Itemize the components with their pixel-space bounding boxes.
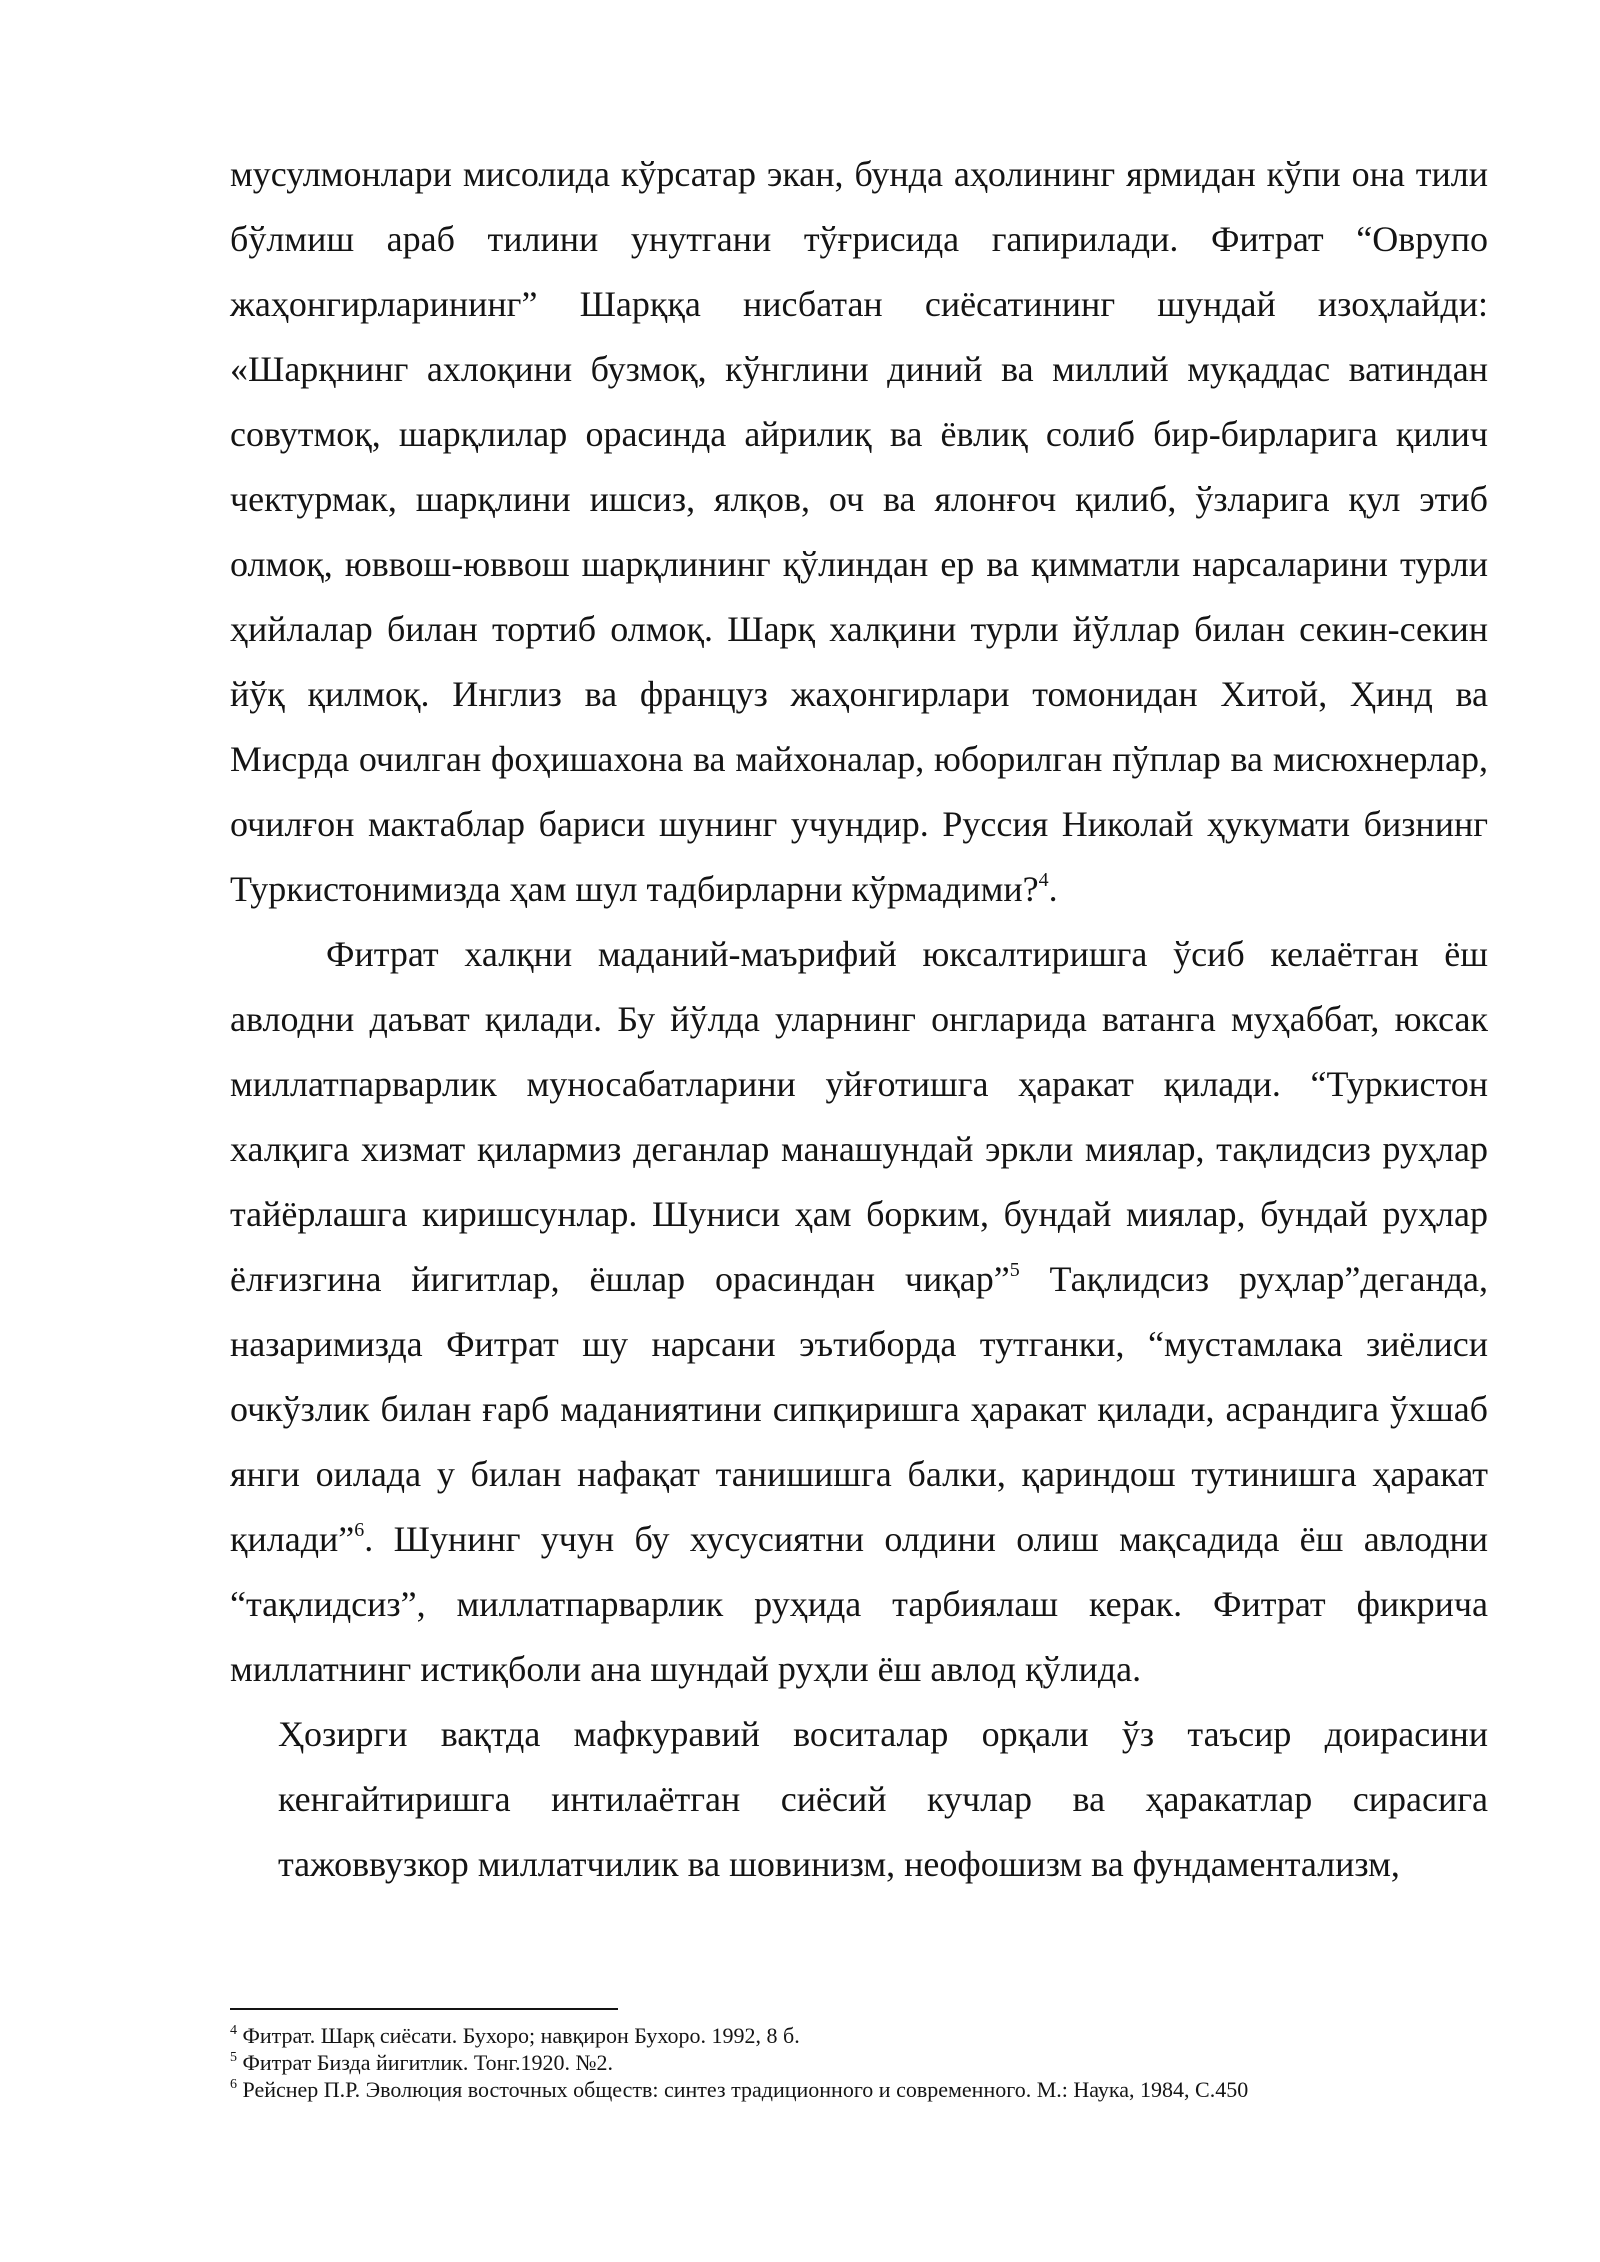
paragraph-2-text-c: . Шунинг учун бу хусусиятни олдини олиш мақсадида ёш авлодни “тақлидсиз”, миллатпарварлик руҳида тарбиялаш керак. Фитрат фикрича миллатнинг истиқболи ана шундай руҳли ёш авлод қўлида. [230,1519,1488,1689]
paragraph-3-text: Ҳозирги вақтда мафкуравий воситалар орқали ўз таъсир доирасини кенгайтиришга интилаётган сиёсий кучлар ва ҳаракатлар сирасига тажоввузкор миллатчилик ва шовинизм, неофошизм ва фундаментализм, [278,1714,1488,1884]
paragraph-1 [230,142,1488,922]
paragraph-2-text-a: Фитрат халқни маданий-маърифий юксалтиришга ўсиб келаётган ёш авлодни даъват қилади. Бу йўлда уларнинг онгларида ватанга муҳаббат, юксак миллатпарварлик муносабатларини уйғотишга ҳаракат қилади. “Туркистон халқига хизмат қилармиз деганлар манашундай эркли миялар, тақлидсиз руҳлар тайёрлашга киришсунлар. Шуниси ҳам борким, бундай миялар, бундай руҳлар ёлғизгина йигитлар, ёшлар орасиндан чиқар” [230,934,1488,1299]
body-text [230,142,1488,1897]
paragraph-1-tail: . [1048,869,1058,909]
footnote-number: 5 [230,2050,237,2065]
footnote-ref-6: 6 [354,1519,365,1541]
footnote-ref-4: 4 [1038,869,1049,891]
footnote-5 [230,2049,1500,2076]
footnote-text: Рейснер П.Р. Эволюция восточных обществ: синтез традиционного и современного. М.: Наука, 1984, С.450 [237,2077,1249,2102]
footnote-number: 4 [230,2023,237,2038]
footnote-4 [230,2022,1500,2049]
footnote-number: 6 [230,2077,237,2092]
footnote-text: Фитрат Бизда йигитлик. Тонг.1920. №2. [237,2050,613,2075]
footnote-text: Фитрат. Шарқ сиёсати. Бухоро; навқирон Бухоро. 1992, 8 б. [237,2023,800,2048]
footnote-ref-5: 5 [1009,1259,1020,1281]
paragraph-3 [278,1702,1488,1897]
footnote-6 [230,2076,1500,2103]
footnote-separator [230,2008,618,2010]
paragraph-1-text: мусулмонлари мисолида кўрсатар экан, бунда аҳолининг ярмидан кўпи она тили бўлмиш араб тилини унутгани тўғрисида гапирилади. Фитрат “Оврупо жаҳонгирларининг” Шарққа нисбатан сиёсатининг шундай изоҳлайди: «Шарқнинг ахлоқини бузмоқ, кўнглини диний ва миллий муқаддас ватиндан совутмоқ, шарқлилар орасинда айрилиқ ва ёвлиқ солиб бир-бирларига қилич чектурмак, шарқлини ишсиз, ялқов, оч ва ялонғоч қилиб, ўзларига қул этиб олмоқ, юввош-юввош шарқлининг қўлиндан ер ва қимматли нарсаларини турли ҳийлалар билан тортиб олмоқ. Шарқ халқини турли йўллар билан секин-секин йўқ қилмоқ. Инглиз ва француз жаҳонгирлари томонидан Хитой, Ҳинд ва Мисрда очилган фоҳишахона ва майхоналар, юборилган пўплар ва мисюхнерлар, очилғон мактаблар бариси шунинг учундир. Руссия Николай ҳукумати бизнинг Туркистонимизда ҳам шул тадбирларни кўрмадими? [230,154,1488,909]
paragraph-2 [230,922,1488,1702]
footnotes [230,2022,1500,2103]
paragraph-2-text-b: Тақлидсиз руҳлар”деганда, назаримизда Фитрат шу нарсани эътиборда тутганки, “мустамлака зиёлиси очкўзлик билан ғарб маданиятини сипқиришга ҳаракат қилади, асрандига ўхшаб янги оилада у билан нафақат танишишга балки, қариндош тутинишга ҳаракат қилади” [230,1259,1488,1559]
